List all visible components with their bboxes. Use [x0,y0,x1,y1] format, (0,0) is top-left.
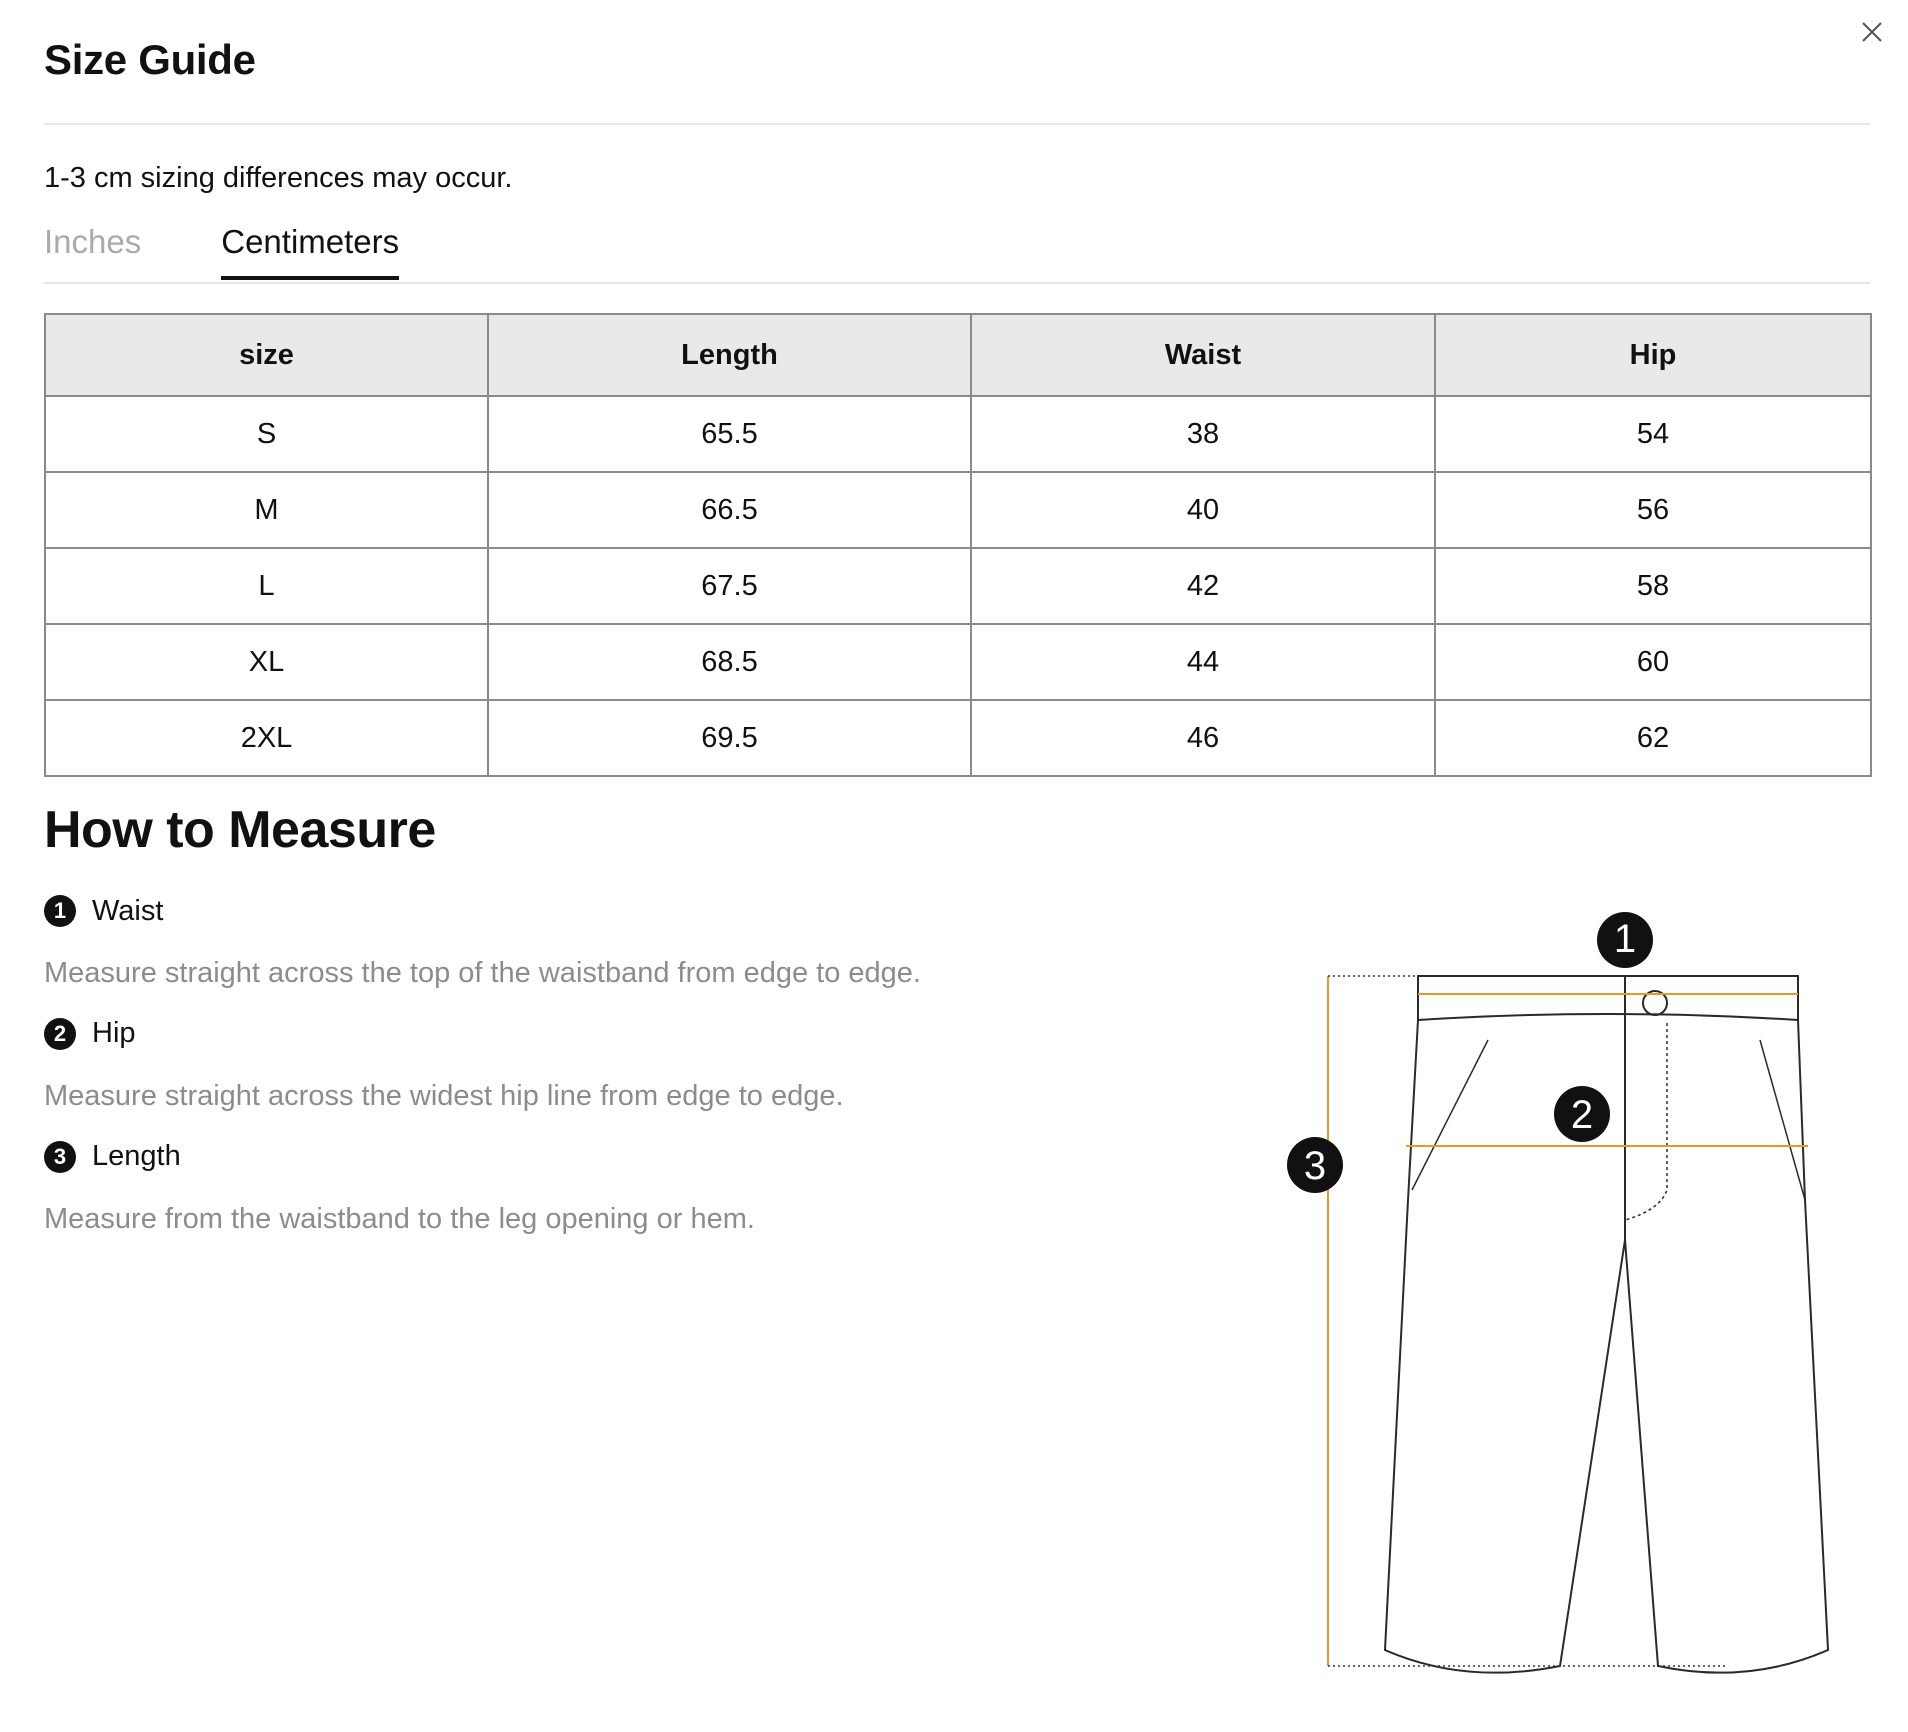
cell-size: L [45,548,488,624]
cell-waist: 38 [971,396,1435,472]
sizing-note: 1-3 cm sizing differences may occur. [44,162,513,194]
cell-hip: 58 [1435,548,1871,624]
measure-item-length [44,1136,1194,1237]
cell-hip: 56 [1435,472,1871,548]
svg-text:3: 3 [1303,1144,1327,1188]
cell-hip: 54 [1435,396,1871,472]
cell-hip: 60 [1435,624,1871,700]
measure-guides [1328,976,1728,1666]
page-title: Size Guide [44,36,256,83]
cell-waist: 42 [971,548,1435,624]
measure-item-waist [44,890,1194,991]
tabs-divider [44,282,1870,284]
table-row [45,624,1871,700]
marker-1 [1597,912,1653,968]
measure-description: Measure straight across the widest hip line from edge to edge. [44,1079,844,1112]
cell-length: 68.5 [488,624,971,700]
column-header-hip: Hip [1435,314,1871,396]
measure-item-hip [44,1013,1194,1114]
cell-length: 66.5 [488,472,971,548]
svg-text:2: 2 [1570,1093,1594,1137]
cell-size: S [45,396,488,472]
column-header-size: size [45,314,488,396]
cell-size: XL [45,624,488,700]
how-to-measure-title: How to Measure [44,801,436,859]
tab-inches[interactable]: Inches [44,223,142,260]
close-icon [1860,20,1884,44]
number-badge: 3 [44,1141,76,1173]
cell-length: 67.5 [488,548,971,624]
shorts-outline [1385,976,1828,1673]
cell-waist: 40 [971,472,1435,548]
svg-text:1: 1 [1613,917,1637,961]
measure-label: Hip [92,1017,136,1050]
unit-tabs [44,225,479,280]
table-row [45,396,1871,472]
table-header-row [45,314,1871,396]
number-badge: 1 [44,895,76,927]
cell-size: M [45,472,488,548]
table-row [45,700,1871,776]
close-button[interactable] [1852,12,1892,52]
tab-centimeters[interactable]: Centimeters [221,225,399,280]
cell-size: 2XL [45,700,488,776]
measure-description: Measure straight across the top of the waistband from edge to edge. [44,957,921,989]
column-header-length: Length [488,314,971,396]
header-divider [44,123,1870,125]
measure-description: Measure from the waistband to the leg opening or hem. [44,1202,755,1235]
column-header-waist: Waist [971,314,1435,396]
cell-length: 69.5 [488,700,971,776]
measure-instructions [44,890,1194,1258]
cell-hip: 62 [1435,700,1871,776]
measure-lines [1328,976,1808,1666]
table-row [45,472,1871,548]
table-row [45,548,1871,624]
cell-waist: 46 [971,700,1435,776]
size-table [44,313,1872,777]
measure-label: Length [92,1140,181,1173]
measure-label: Waist [92,894,164,927]
cell-length: 65.5 [488,396,971,472]
number-badge: 2 [44,1018,76,1050]
shorts-diagram [1270,900,1870,1680]
marker-2 [1554,1086,1610,1142]
marker-3 [1287,1137,1343,1193]
cell-waist: 44 [971,624,1435,700]
